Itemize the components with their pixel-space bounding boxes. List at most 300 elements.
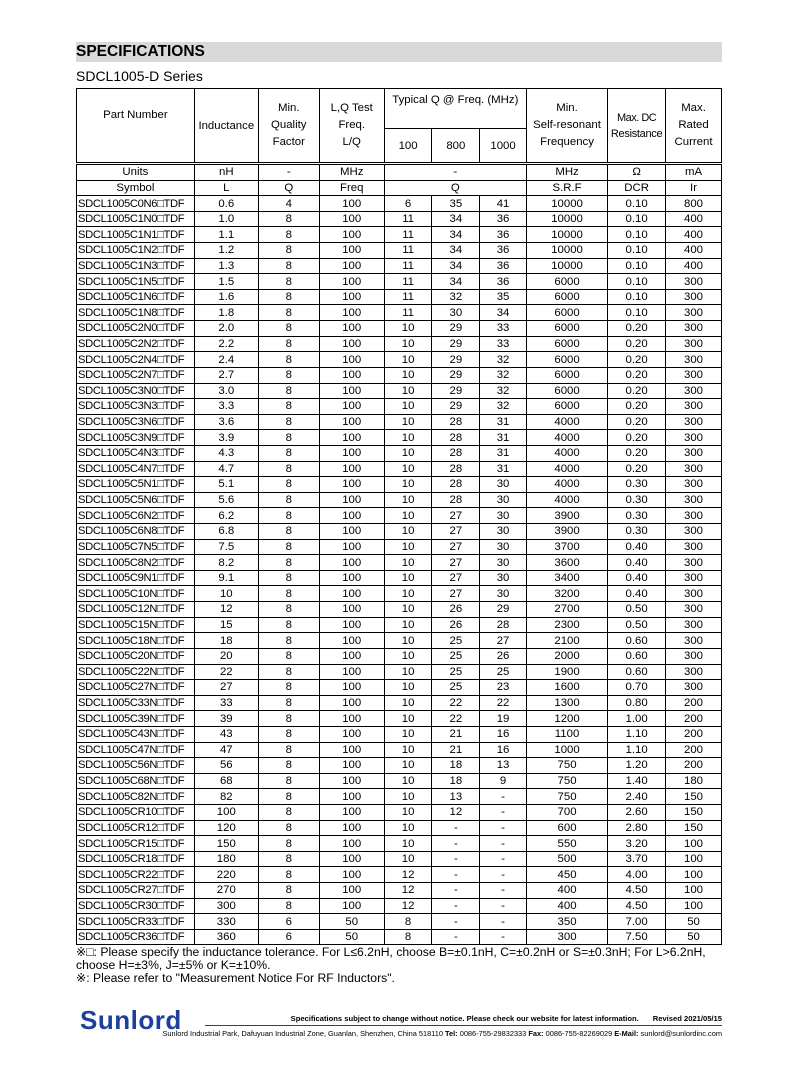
cell-dcr: 0.20 xyxy=(608,461,666,477)
cell-q-100: 10 xyxy=(384,695,432,711)
cell-q-1000: 23 xyxy=(480,680,527,696)
cell-q-800: 27 xyxy=(432,555,480,571)
revision-date: Revised 2021/05/15 xyxy=(652,1014,722,1023)
cell-min-q: 8 xyxy=(258,664,319,680)
cell-inductance: 120 xyxy=(194,820,258,836)
cell-q-100: 10 xyxy=(384,758,432,774)
cell-ir: 50 xyxy=(666,929,722,945)
cell-min-q: 8 xyxy=(258,367,319,383)
cell-q-1000: 9 xyxy=(480,773,527,789)
cell-inductance: 2.0 xyxy=(194,321,258,337)
cell-srf: 300 xyxy=(526,929,607,945)
cell-inductance: 220 xyxy=(194,867,258,883)
table-row xyxy=(77,461,722,477)
cell-q-100: 10 xyxy=(384,680,432,696)
cell-srf: 750 xyxy=(526,758,607,774)
header-part-number: Part Number xyxy=(77,89,195,164)
cell-q-800: 27 xyxy=(432,570,480,586)
cell-min-q: 8 xyxy=(258,617,319,633)
cell-q-100: 10 xyxy=(384,851,432,867)
cell-test-freq: 100 xyxy=(319,539,384,555)
cell-ir: 300 xyxy=(666,664,722,680)
cell-min-q: 8 xyxy=(258,789,319,805)
cell-dcr: 0.20 xyxy=(608,445,666,461)
cell-part-number: SDCL1005C8N2□TDF xyxy=(77,555,195,571)
cell-dcr: 7.50 xyxy=(608,929,666,945)
cell-srf: 6000 xyxy=(526,289,607,305)
cell-srf: 4000 xyxy=(526,414,607,430)
cell-inductance: 20 xyxy=(194,648,258,664)
cell-test-freq: 100 xyxy=(319,352,384,368)
cell-ir: 400 xyxy=(666,227,722,243)
cell-test-freq: 100 xyxy=(319,461,384,477)
cell-part-number: SDCL1005CR12□TDF xyxy=(77,820,195,836)
cell-srf: 6000 xyxy=(526,336,607,352)
cell-srf: 1900 xyxy=(526,664,607,680)
cell-min-q: 4 xyxy=(258,196,319,212)
cell-q-100: 11 xyxy=(384,243,432,259)
cell-part-number: SDCL1005C1N6□TDF xyxy=(77,289,195,305)
cell-q-1000: 30 xyxy=(480,508,527,524)
cell-test-freq: 50 xyxy=(319,914,384,930)
header-freq-800: 800 xyxy=(432,129,480,164)
units-ir: mA xyxy=(666,164,722,181)
cell-ir: 150 xyxy=(666,789,722,805)
cell-dcr: 0.80 xyxy=(608,695,666,711)
cell-min-q: 8 xyxy=(258,211,319,227)
cell-srf: 4000 xyxy=(526,445,607,461)
cell-dcr: 1.10 xyxy=(608,742,666,758)
cell-part-number: SDCL1005C5N6□TDF xyxy=(77,492,195,508)
cell-q-100: 11 xyxy=(384,258,432,274)
cell-test-freq: 100 xyxy=(319,773,384,789)
header-inductance: Inductance xyxy=(194,89,258,164)
cell-srf: 750 xyxy=(526,789,607,805)
cell-ir: 800 xyxy=(666,196,722,212)
section-title-bar xyxy=(76,42,722,62)
cell-q-1000: 30 xyxy=(480,492,527,508)
table-row xyxy=(77,929,722,945)
cell-inductance: 2.7 xyxy=(194,367,258,383)
cell-part-number: SDCL1005C1N0□TDF xyxy=(77,211,195,227)
table-row xyxy=(77,617,722,633)
cell-q-100: 10 xyxy=(384,820,432,836)
table-row xyxy=(77,352,722,368)
cell-min-q: 8 xyxy=(258,258,319,274)
cell-inductance: 6.8 xyxy=(194,524,258,540)
cell-part-number: SDCL1005CR22□TDF xyxy=(77,867,195,883)
header-max-dc-resistance xyxy=(608,89,666,164)
cell-min-q: 8 xyxy=(258,352,319,368)
cell-q-800: - xyxy=(432,836,480,852)
cell-dcr: 0.20 xyxy=(608,430,666,446)
cell-ir: 300 xyxy=(666,305,722,321)
cell-q-800: - xyxy=(432,898,480,914)
cell-dcr: 0.20 xyxy=(608,352,666,368)
cell-ir: 300 xyxy=(666,586,722,602)
header-min-q-line2: Quality xyxy=(271,119,307,131)
table-row xyxy=(77,664,722,680)
cell-min-q: 8 xyxy=(258,633,319,649)
cell-part-number: SDCL1005CR36□TDF xyxy=(77,929,195,945)
cell-dcr: 0.40 xyxy=(608,570,666,586)
cell-srf: 6000 xyxy=(526,305,607,321)
cell-part-number: SDCL1005C2N2□TDF xyxy=(77,336,195,352)
header-max-rated-current xyxy=(666,89,722,164)
cell-part-number: SDCL1005C4N3□TDF xyxy=(77,445,195,461)
cell-inductance: 43 xyxy=(194,726,258,742)
cell-q-100: 10 xyxy=(384,742,432,758)
table-row xyxy=(77,258,722,274)
cell-srf: 4000 xyxy=(526,461,607,477)
table-row xyxy=(77,367,722,383)
cell-part-number: SDCL1005C15N□TDF xyxy=(77,617,195,633)
cell-q-800: 29 xyxy=(432,352,480,368)
cell-test-freq: 100 xyxy=(319,867,384,883)
cell-q-1000: 33 xyxy=(480,321,527,337)
cell-srf: 2700 xyxy=(526,602,607,618)
cell-q-800: 27 xyxy=(432,586,480,602)
header-typical-q: Typical Q @ Freq. (MHz) xyxy=(384,89,526,129)
cell-q-100: 10 xyxy=(384,664,432,680)
cell-inductance: 2.2 xyxy=(194,336,258,352)
header-freq-1000: 1000 xyxy=(480,129,527,164)
cell-dcr: 0.20 xyxy=(608,367,666,383)
cell-min-q: 8 xyxy=(258,883,319,899)
cell-srf: 1000 xyxy=(526,742,607,758)
cell-ir: 150 xyxy=(666,804,722,820)
cell-dcr: 0.40 xyxy=(608,539,666,555)
cell-min-q: 8 xyxy=(258,867,319,883)
table-row xyxy=(77,602,722,618)
cell-ir: 300 xyxy=(666,414,722,430)
cell-inductance: 1.5 xyxy=(194,274,258,290)
table-row xyxy=(77,445,722,461)
header-ir-line1: Max. xyxy=(681,102,706,114)
cell-dcr: 0.10 xyxy=(608,243,666,259)
cell-q-800: 22 xyxy=(432,695,480,711)
cell-srf: 1200 xyxy=(526,711,607,727)
table-row xyxy=(77,898,722,914)
table-row xyxy=(77,524,722,540)
cell-test-freq: 100 xyxy=(319,289,384,305)
cell-part-number: SDCL1005C39N□TDF xyxy=(77,711,195,727)
cell-q-100: 10 xyxy=(384,804,432,820)
cell-test-freq: 100 xyxy=(319,336,384,352)
cell-ir: 300 xyxy=(666,492,722,508)
cell-inductance: 1.2 xyxy=(194,243,258,259)
cell-q-800: - xyxy=(432,914,480,930)
symbol-quality: Q xyxy=(258,180,319,196)
cell-part-number: SDCL1005C12N□TDF xyxy=(77,602,195,618)
sunlord-logo: Sunlord xyxy=(80,1005,182,1035)
cell-q-800: 29 xyxy=(432,399,480,415)
cell-q-800: 29 xyxy=(432,321,480,337)
cell-srf: 350 xyxy=(526,914,607,930)
header-min-q-line3: Factor xyxy=(272,136,305,148)
cell-dcr: 0.10 xyxy=(608,274,666,290)
cell-min-q: 8 xyxy=(258,695,319,711)
cell-q-800: - xyxy=(432,851,480,867)
cell-q-800: 35 xyxy=(432,196,480,212)
cell-srf: 400 xyxy=(526,898,607,914)
cell-q-800: 34 xyxy=(432,227,480,243)
cell-test-freq: 100 xyxy=(319,492,384,508)
cell-min-q: 6 xyxy=(258,914,319,930)
table-row xyxy=(77,243,722,259)
table-row xyxy=(77,430,722,446)
cell-q-100: 12 xyxy=(384,867,432,883)
cell-ir: 300 xyxy=(666,648,722,664)
cell-inductance: 5.6 xyxy=(194,492,258,508)
units-freq: MHz xyxy=(319,164,384,181)
cell-test-freq: 100 xyxy=(319,695,384,711)
cell-inductance: 5.1 xyxy=(194,477,258,493)
cell-test-freq: 100 xyxy=(319,711,384,727)
cell-q-100: 8 xyxy=(384,929,432,945)
footer-divider xyxy=(205,1025,722,1026)
cell-inductance: 3.9 xyxy=(194,430,258,446)
cell-dcr: 0.70 xyxy=(608,680,666,696)
cell-inductance: 47 xyxy=(194,742,258,758)
cell-srf: 1300 xyxy=(526,695,607,711)
cell-test-freq: 100 xyxy=(319,524,384,540)
tel-label: Tel: xyxy=(445,1029,458,1038)
cell-ir: 300 xyxy=(666,336,722,352)
cell-q-800: 34 xyxy=(432,211,480,227)
table-body xyxy=(77,164,722,945)
cell-ir: 300 xyxy=(666,445,722,461)
cell-test-freq: 100 xyxy=(319,898,384,914)
cell-q-800: - xyxy=(432,883,480,899)
footer-address xyxy=(163,1029,723,1038)
cell-q-800: 32 xyxy=(432,289,480,305)
table-row xyxy=(77,414,722,430)
cell-q-100: 10 xyxy=(384,586,432,602)
cell-q-100: 6 xyxy=(384,196,432,212)
cell-q-100: 10 xyxy=(384,445,432,461)
cell-part-number: SDCL1005CR10□TDF xyxy=(77,804,195,820)
cell-test-freq: 100 xyxy=(319,555,384,571)
cell-q-1000: 27 xyxy=(480,633,527,649)
table-row xyxy=(77,820,722,836)
cell-test-freq: 50 xyxy=(319,929,384,945)
cell-inductance: 1.6 xyxy=(194,289,258,305)
cell-part-number: SDCL1005C1N5□TDF xyxy=(77,274,195,290)
cell-q-800: 28 xyxy=(432,430,480,446)
cell-inductance: 100 xyxy=(194,804,258,820)
cell-ir: 300 xyxy=(666,461,722,477)
cell-test-freq: 100 xyxy=(319,804,384,820)
cell-ir: 200 xyxy=(666,695,722,711)
table-row xyxy=(77,321,722,337)
cell-q-1000: - xyxy=(480,898,527,914)
table-row xyxy=(77,305,722,321)
cell-test-freq: 100 xyxy=(319,570,384,586)
cell-part-number: SDCL1005C1N3□TDF xyxy=(77,258,195,274)
cell-srf: 3900 xyxy=(526,524,607,540)
cell-test-freq: 100 xyxy=(319,664,384,680)
cell-q-800: - xyxy=(432,867,480,883)
cell-dcr: 0.60 xyxy=(608,648,666,664)
cell-dcr: 0.10 xyxy=(608,211,666,227)
cell-q-800: 21 xyxy=(432,726,480,742)
cell-part-number: SDCL1005C43N□TDF xyxy=(77,726,195,742)
cell-min-q: 8 xyxy=(258,711,319,727)
cell-test-freq: 100 xyxy=(319,383,384,399)
cell-q-1000: - xyxy=(480,851,527,867)
cell-inductance: 68 xyxy=(194,773,258,789)
cell-part-number: SDCL1005C3N9□TDF xyxy=(77,430,195,446)
cell-ir: 400 xyxy=(666,243,722,259)
cell-min-q: 8 xyxy=(258,305,319,321)
cell-inductance: 22 xyxy=(194,664,258,680)
cell-dcr: 1.00 xyxy=(608,711,666,727)
cell-min-q: 8 xyxy=(258,492,319,508)
cell-q-100: 11 xyxy=(384,274,432,290)
cell-q-800: 28 xyxy=(432,492,480,508)
table-row xyxy=(77,227,722,243)
cell-q-100: 10 xyxy=(384,773,432,789)
cell-q-800: 27 xyxy=(432,508,480,524)
cell-part-number: SDCL1005C2N7□TDF xyxy=(77,367,195,383)
cell-ir: 100 xyxy=(666,883,722,899)
cell-test-freq: 100 xyxy=(319,726,384,742)
cell-min-q: 8 xyxy=(258,383,319,399)
cell-srf: 600 xyxy=(526,820,607,836)
units-label: Units xyxy=(77,164,195,181)
cell-ir: 300 xyxy=(666,570,722,586)
cell-ir: 300 xyxy=(666,680,722,696)
cell-dcr: 3.70 xyxy=(608,851,666,867)
cell-dcr: 0.50 xyxy=(608,602,666,618)
cell-ir: 150 xyxy=(666,820,722,836)
cell-inductance: 150 xyxy=(194,836,258,852)
cell-test-freq: 100 xyxy=(319,414,384,430)
cell-q-1000: - xyxy=(480,883,527,899)
cell-ir: 300 xyxy=(666,383,722,399)
header-dcr-line1: Max. DC xyxy=(616,111,657,124)
cell-q-1000: 30 xyxy=(480,570,527,586)
cell-dcr: 1.10 xyxy=(608,726,666,742)
cell-test-freq: 100 xyxy=(319,227,384,243)
symbol-row xyxy=(77,180,722,196)
cell-q-100: 10 xyxy=(384,336,432,352)
cell-q-1000: 31 xyxy=(480,430,527,446)
cell-min-q: 8 xyxy=(258,742,319,758)
cell-q-100: 11 xyxy=(384,227,432,243)
cell-ir: 300 xyxy=(666,524,722,540)
cell-min-q: 8 xyxy=(258,430,319,446)
cell-min-q: 8 xyxy=(258,602,319,618)
symbol-ir: Ir xyxy=(666,180,722,196)
header-min-srf xyxy=(526,89,607,164)
header-min-q-line1: Min. xyxy=(278,102,300,114)
cell-test-freq: 100 xyxy=(319,305,384,321)
cell-part-number: SDCL1005C6N8□TDF xyxy=(77,524,195,540)
cell-dcr: 0.30 xyxy=(608,524,666,540)
cell-test-freq: 100 xyxy=(319,211,384,227)
cell-inductance: 180 xyxy=(194,851,258,867)
cell-min-q: 8 xyxy=(258,321,319,337)
cell-q-1000: 36 xyxy=(480,211,527,227)
cell-q-1000: 32 xyxy=(480,399,527,415)
email-label: E-Mail: xyxy=(614,1029,639,1038)
cell-q-100: 10 xyxy=(384,461,432,477)
cell-inductance: 300 xyxy=(194,898,258,914)
cell-q-1000: 32 xyxy=(480,367,527,383)
cell-inductance: 3.3 xyxy=(194,399,258,415)
cell-q-100: 10 xyxy=(384,383,432,399)
cell-ir: 200 xyxy=(666,726,722,742)
cell-dcr: 0.20 xyxy=(608,399,666,415)
cell-q-800: 18 xyxy=(432,758,480,774)
cell-inductance: 10 xyxy=(194,586,258,602)
cell-dcr: 0.20 xyxy=(608,336,666,352)
cell-srf: 10000 xyxy=(526,227,607,243)
section-title: SPECIFICATIONS xyxy=(76,43,205,60)
cell-min-q: 8 xyxy=(258,851,319,867)
cell-q-800: 21 xyxy=(432,742,480,758)
cell-q-800: 18 xyxy=(432,773,480,789)
cell-ir: 300 xyxy=(666,289,722,305)
symbol-inductance: L xyxy=(194,180,258,196)
cell-q-100: 12 xyxy=(384,898,432,914)
cell-inductance: 3.6 xyxy=(194,414,258,430)
cell-q-100: 10 xyxy=(384,602,432,618)
cell-part-number: SDCL1005C4N7□TDF xyxy=(77,461,195,477)
cell-part-number: SDCL1005C3N3□TDF xyxy=(77,399,195,415)
cell-ir: 300 xyxy=(666,633,722,649)
cell-test-freq: 100 xyxy=(319,758,384,774)
cell-q-800: 26 xyxy=(432,602,480,618)
cell-ir: 100 xyxy=(666,898,722,914)
cell-inductance: 3.0 xyxy=(194,383,258,399)
cell-dcr: 4.50 xyxy=(608,883,666,899)
header-freq-100: 100 xyxy=(384,129,432,164)
cell-dcr: 0.10 xyxy=(608,227,666,243)
table-row xyxy=(77,508,722,524)
cell-inductance: 1.3 xyxy=(194,258,258,274)
cell-part-number: SDCL1005CR33□TDF xyxy=(77,914,195,930)
table-row xyxy=(77,711,722,727)
cell-q-100: 10 xyxy=(384,617,432,633)
cell-q-100: 10 xyxy=(384,539,432,555)
cell-dcr: 2.80 xyxy=(608,820,666,836)
cell-inductance: 1.8 xyxy=(194,305,258,321)
cell-ir: 300 xyxy=(666,477,722,493)
header-lq-line3: L/Q xyxy=(342,136,361,148)
table-row xyxy=(77,477,722,493)
cell-test-freq: 100 xyxy=(319,680,384,696)
cell-q-100: 10 xyxy=(384,477,432,493)
cell-ir: 400 xyxy=(666,211,722,227)
cell-part-number: SDCL1005C3N0□TDF xyxy=(77,383,195,399)
tolerance-note: ※□: Please specify the inductance tolerance. For L≤6.2nH, choose B=±0.1nH, C=±0.2nH or S=±0.3nH; For L>6.2nH, choose H=±3%, J=±5% or K=±10%. xyxy=(76,945,706,972)
cell-inductance: 4.3 xyxy=(194,445,258,461)
cell-q-100: 10 xyxy=(384,414,432,430)
cell-srf: 3700 xyxy=(526,539,607,555)
cell-inductance: 27 xyxy=(194,680,258,696)
cell-ir: 300 xyxy=(666,430,722,446)
cell-inductance: 330 xyxy=(194,914,258,930)
cell-q-100: 11 xyxy=(384,289,432,305)
cell-min-q: 8 xyxy=(258,570,319,586)
cell-srf: 4000 xyxy=(526,492,607,508)
header-lq-line2: Freq. xyxy=(338,119,366,131)
cell-srf: 2300 xyxy=(526,617,607,633)
cell-min-q: 8 xyxy=(258,898,319,914)
